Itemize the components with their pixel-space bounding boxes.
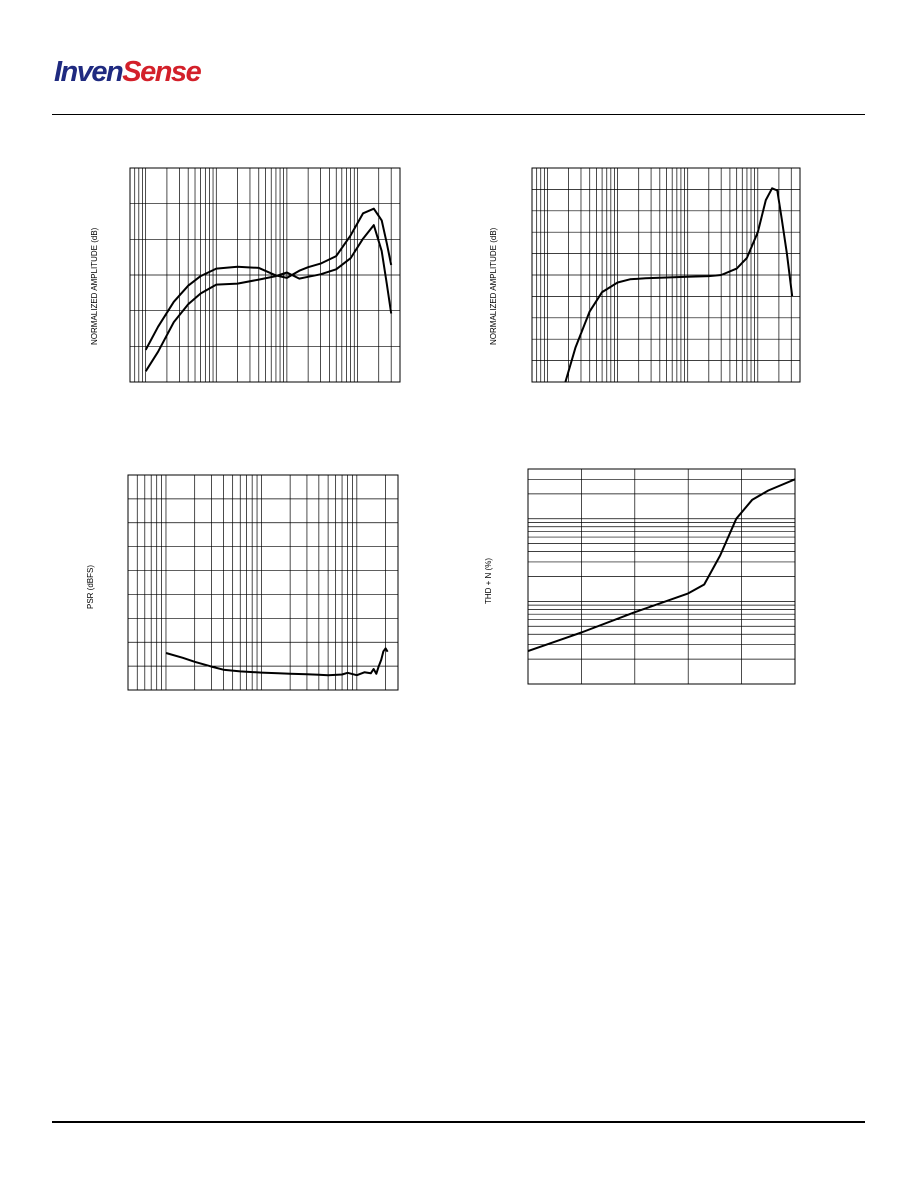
chart4-series-0 bbox=[528, 479, 795, 651]
chart2-series-0 bbox=[565, 188, 792, 382]
chart-thd-n bbox=[528, 469, 795, 684]
chart3-frame bbox=[128, 475, 398, 690]
footer-rule bbox=[52, 1121, 865, 1123]
invensense-logo: InvenSense bbox=[54, 56, 201, 88]
chart-frequency-response-2 bbox=[532, 168, 800, 382]
chart-psr bbox=[128, 475, 398, 690]
chart3-ylabel: PSR (dBFS) bbox=[86, 564, 95, 609]
chart-frequency-response-1 bbox=[130, 168, 400, 382]
chart1-ylabel: NORMALIZED AMPLITUDE (dB) bbox=[90, 227, 99, 345]
chart4-ylabel: THD + N (%) bbox=[484, 558, 493, 604]
chart3-series-0 bbox=[166, 648, 388, 675]
chart2-ylabel: NORMALIZED AMPLITUDE (dB) bbox=[489, 227, 498, 345]
